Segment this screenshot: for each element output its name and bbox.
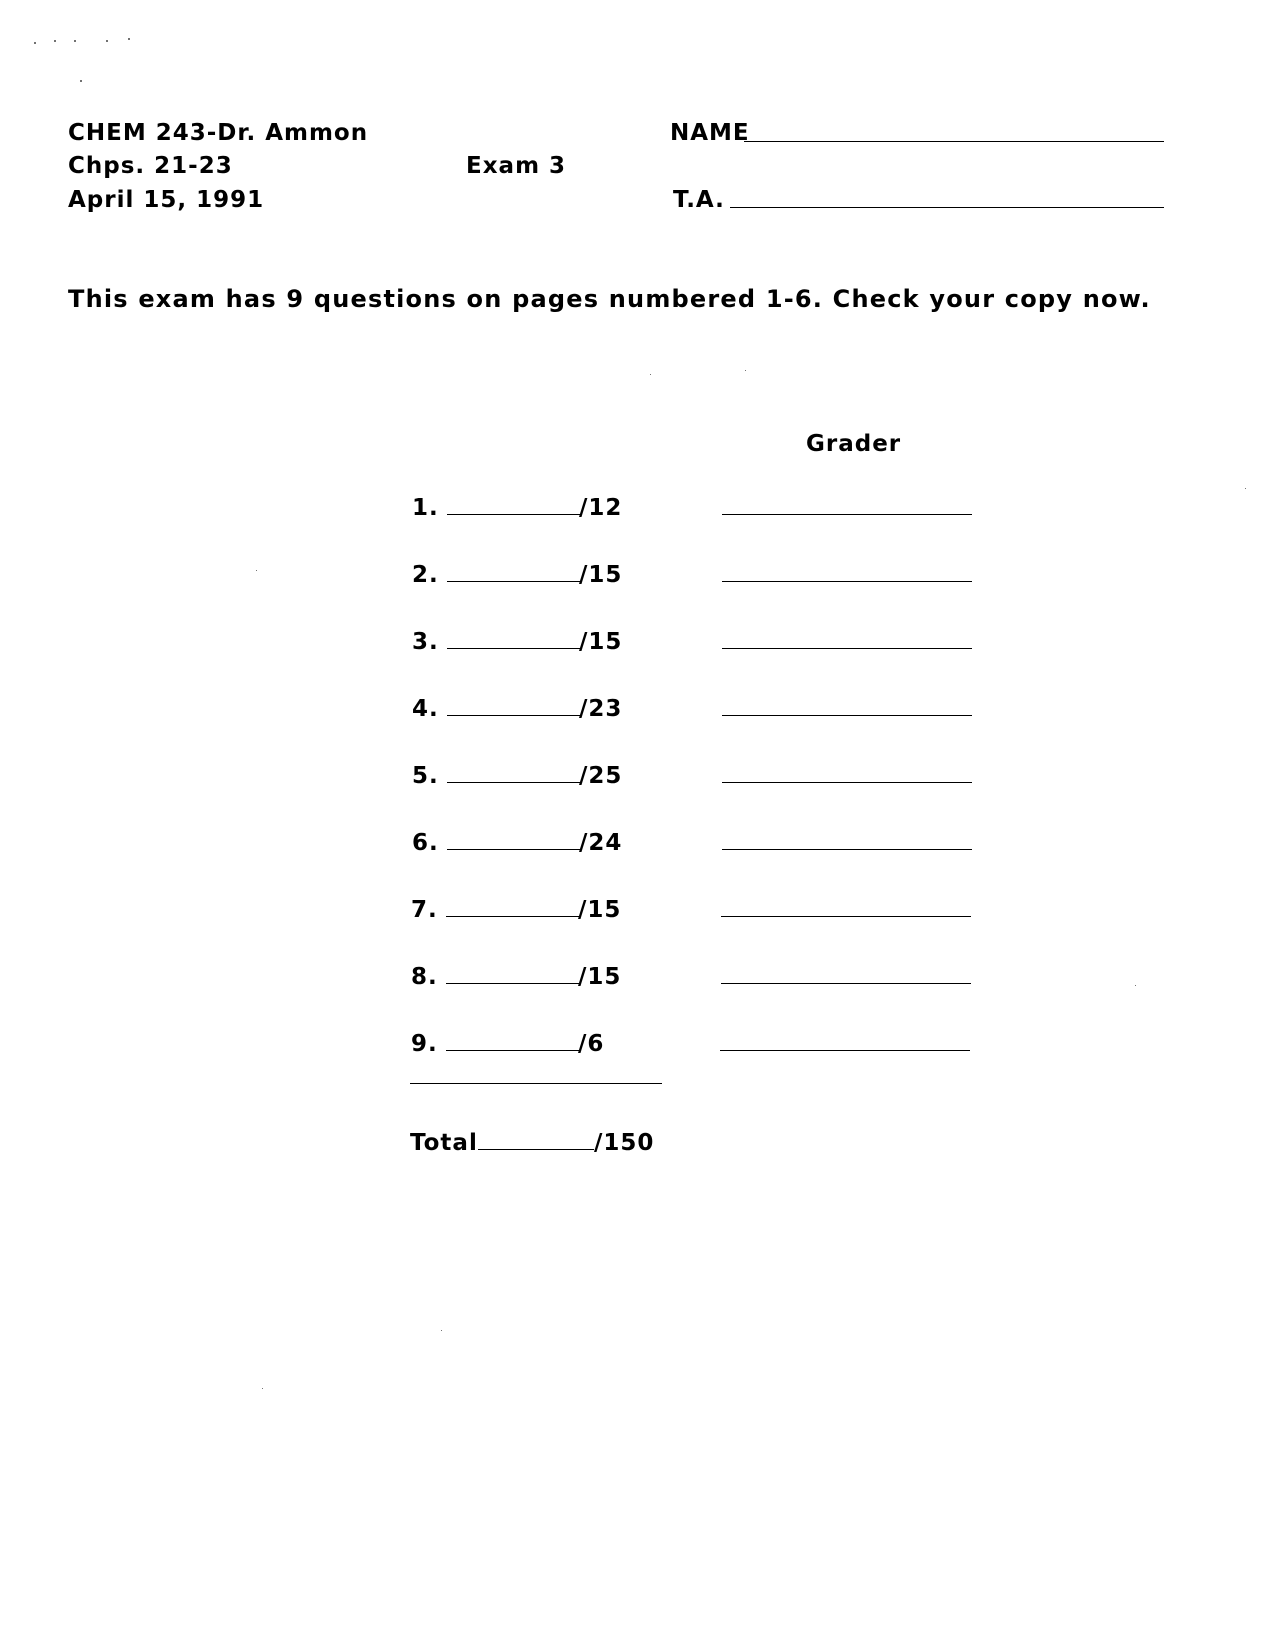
question-max: /24 [579, 830, 623, 856]
scan-speck [1135, 985, 1136, 986]
question-max: /15 [578, 964, 622, 990]
score-field[interactable] [446, 983, 579, 984]
name-field[interactable] [744, 141, 1164, 142]
total-label: Total [410, 1130, 478, 1156]
grader-field[interactable] [721, 983, 971, 984]
instructions: This exam has 9 questions on pages numbered 1-6. Check your copy now. [68, 285, 1151, 313]
scan-speck [256, 570, 257, 571]
ta-field[interactable] [730, 207, 1164, 208]
score-field[interactable] [447, 581, 580, 582]
grader-field[interactable] [722, 849, 972, 850]
question-number: 6. [412, 830, 439, 856]
score-field[interactable] [447, 514, 580, 515]
question-number: 2. [412, 562, 439, 588]
chapters: Chps. 21-23 [68, 153, 233, 179]
grader-field[interactable] [722, 715, 972, 716]
grader-field[interactable] [722, 782, 972, 783]
scan-speck [745, 370, 746, 371]
course-title: CHEM 243-Dr. Ammon [68, 120, 369, 146]
question-max: /12 [579, 495, 623, 521]
question-number: 3. [412, 629, 439, 655]
grader-field[interactable] [720, 1050, 970, 1051]
exam-number: Exam 3 [466, 153, 567, 179]
scan-speck [54, 40, 56, 42]
sum-divider [410, 1083, 662, 1084]
grader-field[interactable] [722, 581, 972, 582]
ta-label: T.A. [673, 187, 725, 213]
total-max: /150 [594, 1130, 655, 1156]
name-label: NAME [670, 120, 750, 146]
total-score-field[interactable] [478, 1149, 594, 1150]
scan-speck [441, 1330, 442, 1331]
score-field[interactable] [447, 782, 580, 783]
score-field[interactable] [447, 849, 580, 850]
grader-field[interactable] [722, 648, 972, 649]
score-field[interactable] [447, 648, 580, 649]
question-number: 4. [412, 696, 439, 722]
question-max: /23 [579, 696, 623, 722]
question-max: /6 [578, 1031, 605, 1057]
exam-date: April 15, 1991 [68, 187, 265, 213]
question-max: /15 [578, 897, 622, 923]
grader-heading: Grader [806, 431, 902, 457]
question-number: 8. [411, 964, 438, 990]
grader-field[interactable] [722, 514, 972, 515]
scan-speck [34, 42, 36, 44]
score-field[interactable] [446, 916, 579, 917]
question-number: 7. [411, 897, 438, 923]
question-max: /25 [579, 763, 623, 789]
score-field[interactable] [447, 715, 580, 716]
question-number: 5. [412, 763, 439, 789]
scan-speck [1245, 488, 1246, 489]
scan-speck [74, 40, 76, 42]
question-number: 9. [411, 1031, 438, 1057]
question-max: /15 [579, 562, 623, 588]
grader-field[interactable] [721, 916, 971, 917]
scan-speck [128, 38, 130, 40]
scan-speck [262, 1388, 263, 1389]
scan-speck [106, 40, 108, 42]
question-number: 1. [412, 495, 439, 521]
scan-speck [650, 374, 651, 375]
scan-speck [80, 80, 82, 82]
score-field[interactable] [446, 1050, 579, 1051]
question-max: /15 [579, 629, 623, 655]
